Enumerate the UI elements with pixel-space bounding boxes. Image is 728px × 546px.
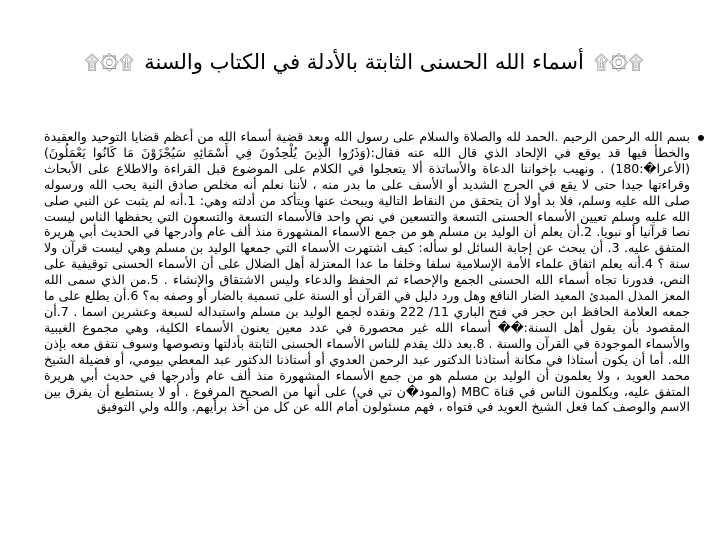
body-paragraph: بسم الله الرحمن الرحيم .الحمد لله والصلاة والسلام على رسول الله وبعد قضية أسماء الله من أعظم قضايا التوحيد والعقيدة والخطأ فيها قد يوقع في الإلحاد الذي قال الله عنه فقال:(وَذَرُوا الَّذِينَ يُلْحِدُونَ فِي أَسْمَائِهِ سَيُجْزَوْنَ مَا كَانُوا يَعْمَلُونَ) (الأعرا�:180) . ونهيب بإخواننا الدعاة والأساتذة ألا يتعجلوا في الكلام على الموضوع قبل القراءة والاطلاع على الأبحاث وقراءتها جيدا حتى لا يقع في الحرج الشديد أو الأسف على ما بدر منه ، لأننا نعلم أنه مخلص صادق النية يحب الله ورسوله صلى الله عليه وسلم، فلا بد أولا أن يتحقق من النقاط التالية ويبحث عنها ويتأكد من أدلته وهي: 1.أنه لم يثبت عن النبي صلى الله عليه وسلم تعيين الأسماء الحسنى التسعة والتسعين في نص واحد فالأسماء التسعة والتسعون التي يحفظها الناس ليست نصا قرآنيا أو نبويا. 2.أن يعلم أن الوليد بن مسلم هو من جمع الأسماء المشهورة منذ ألف عام وأدرجها في الحديث أبي هريرة المتفق عليه. 3. أن يبحث عن إجابة السائل لو سأله: كيف اشتهرت الأسماء التي جمعها الوليد بن مسلم وهي ليست قرآن ولا سنة ؟ 4.أنه يعلم اتفاق علماء الأمة الإسلامية سلفا وخلفا ما عدا المعتزلة أهل الضلال على أن الأسماء الحسنى توقيفية على النص، فدورنا تجاه أسماء الله الحسنى الجمع والإحصاء ثم الحفظ والدعاء وليس الاشتقاق والإنشاء . 5.من الذي سمى الله المعز المذل المبدئ المعيد الضار النافع وهل ورد دليل في القرآن أو السنة على تسمية بالضار أو وصفه به؟ 6.أن يطلع على ما جمعه العلامة الحافظ ابن حجر في فتح الباري 11/ 222 ونقده لجمع الوليد بن مسلم واستبداله لسبعة وعشرين اسما . 7.أن المقصود بأن يقول أهل السنة:�� أسماء الله غير محصورة في عدد معين يعنون الأسماء الكلية، وهي مجموع الغيبية والأسماء الموجودة في القرآن والسنة . 8.بعد ذلك يقدم للناس الأسماء الحسنى الثابتة بأدلتها ونصوصها وسوف نتفق معه بإذن الله. أما أن يكون أستاذا في مكانة أستاذنا الدكتور عبد الرحمن العدوي أو أستاذنا الدكتور عبد المعطي بيومي، أو فضيلة الشيخ محمد العويد ، ولا يعلمون أن الوليد بن مسلم هو من جمع الأسماء المشهورة منذ ألف عام وأدرجها في حديث أبي هريرة المتفق عليه، ويكلمون الناس في قناة MBC (والمود�ن تي في) على أنها من الصحيح المرفوع . أو لا يستطيع أن يفرق بين الاسم والوصف كما فعل الشيخ العويد في فتواه ، فهم مسئولون أمام الله عن كل من أخذ برأيهم. والله ولي التوفيق — [44, 129, 691, 415]
bullet-icon — [698, 135, 704, 141]
slide-title — [40, 42, 688, 82]
content-body — [44, 129, 704, 415]
ornament-icon: ۩۞۩ — [84, 50, 135, 74]
title-text: أسماء الله الحسنى الثابتة بالأدلة في الكتاب والسنة — [144, 50, 584, 74]
ornament-icon: ۩۞۩ — [593, 50, 644, 74]
